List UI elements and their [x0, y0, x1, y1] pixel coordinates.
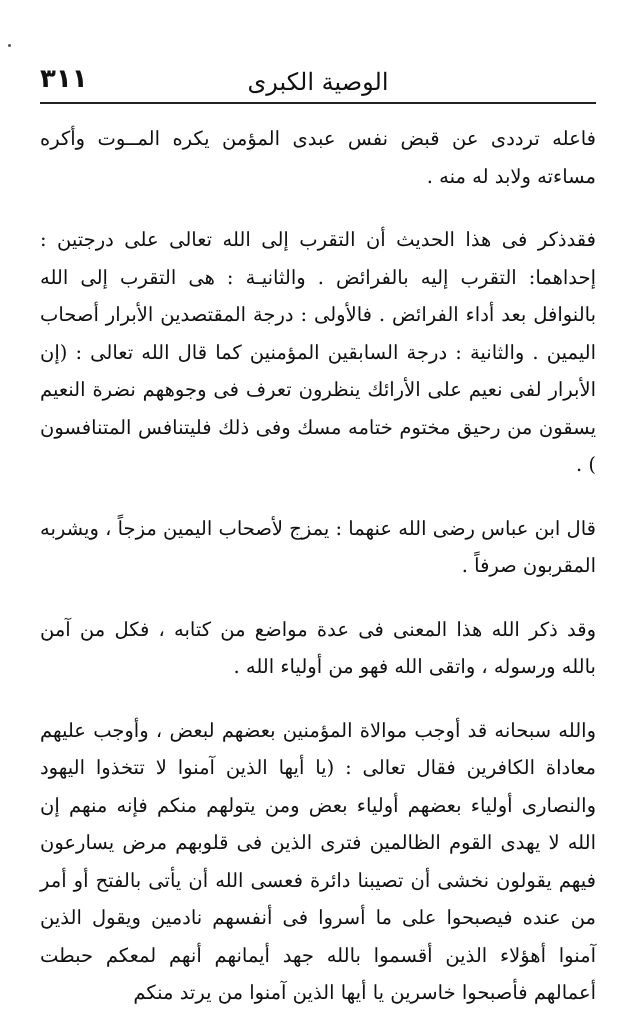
paragraph: فقدذكر فى هذا الحديث أن التقرب إلى الله تعالى على درجتين : إحداهما: التقرب إليه بالفرائض . والثانيـة : هى التقرب إلى الله بالنوافل بعد أداء الفرائض . فالأولى : درجة المقتصدين الأبرار أصحاب اليمين . والثانية : درجة السابقين المؤمنين كما قال الله تعالى : (إن الأبرار لفى نعيم على الأرائك ينظرون تعرف فى وجوههم نضرة النعيم يسقون من رحيق مختوم ختامه مسك وفى ذلك فليتنافس المتنافسون ) . — [40, 228, 596, 476]
page-body — [40, 120, 596, 1012]
page-number: ٣١١ — [40, 64, 88, 94]
paragraph: فاعله ترددى عن قبض نفس عبدى المؤمن يكره المــوت وأكره مساءته ولابد له منه . — [40, 127, 596, 188]
paragraph: وقد ذكر الله هذا المعنى فى عدة مواضع من كتابه ، فكل من آمن بالله ورسوله ، واتقى الله فهو من أولياء الله . — [40, 617, 596, 678]
paragraph: والله سبحانه قد أوجب موالاة المؤمنين بعضهم لبعض ، وأوجب عليهم معاداة الكافرين فقال تعالى : (يا أيها الذين آمنوا لا تتخذوا اليهود والنصارى أولياء بعضهم أولياء بعض ومن يتولهم منكم فإنه منهم إن الله لا يهدى القوم الظالمين فترى الذين فى قلوبهم مرض يسارعون فيهم يقولون نخشى أن تصيبنا دائرة فعسى الله أن يأتى بالفتح أو أمر من عنده فيصبحوا على ما أسروا فى أنفسهم نادمين ويقول الذين آمنوا أهؤلاء الذين أقسموا بالله جهد أيمانهم أنهم لمعكم حبطت أعمالهم فأصبحوا خاسرين يا أيها الذين آمنوا من يرتد منكم — [40, 718, 596, 1004]
page-speck — [8, 44, 11, 47]
running-head-title: الوصية الكبرى — [247, 68, 389, 96]
paragraph: قال ابن عباس رضى الله عنهما : يمزج لأصحاب اليمين مزجاً ، ويشربه المقربون صرفاً . — [40, 516, 596, 577]
page-header — [40, 62, 596, 104]
